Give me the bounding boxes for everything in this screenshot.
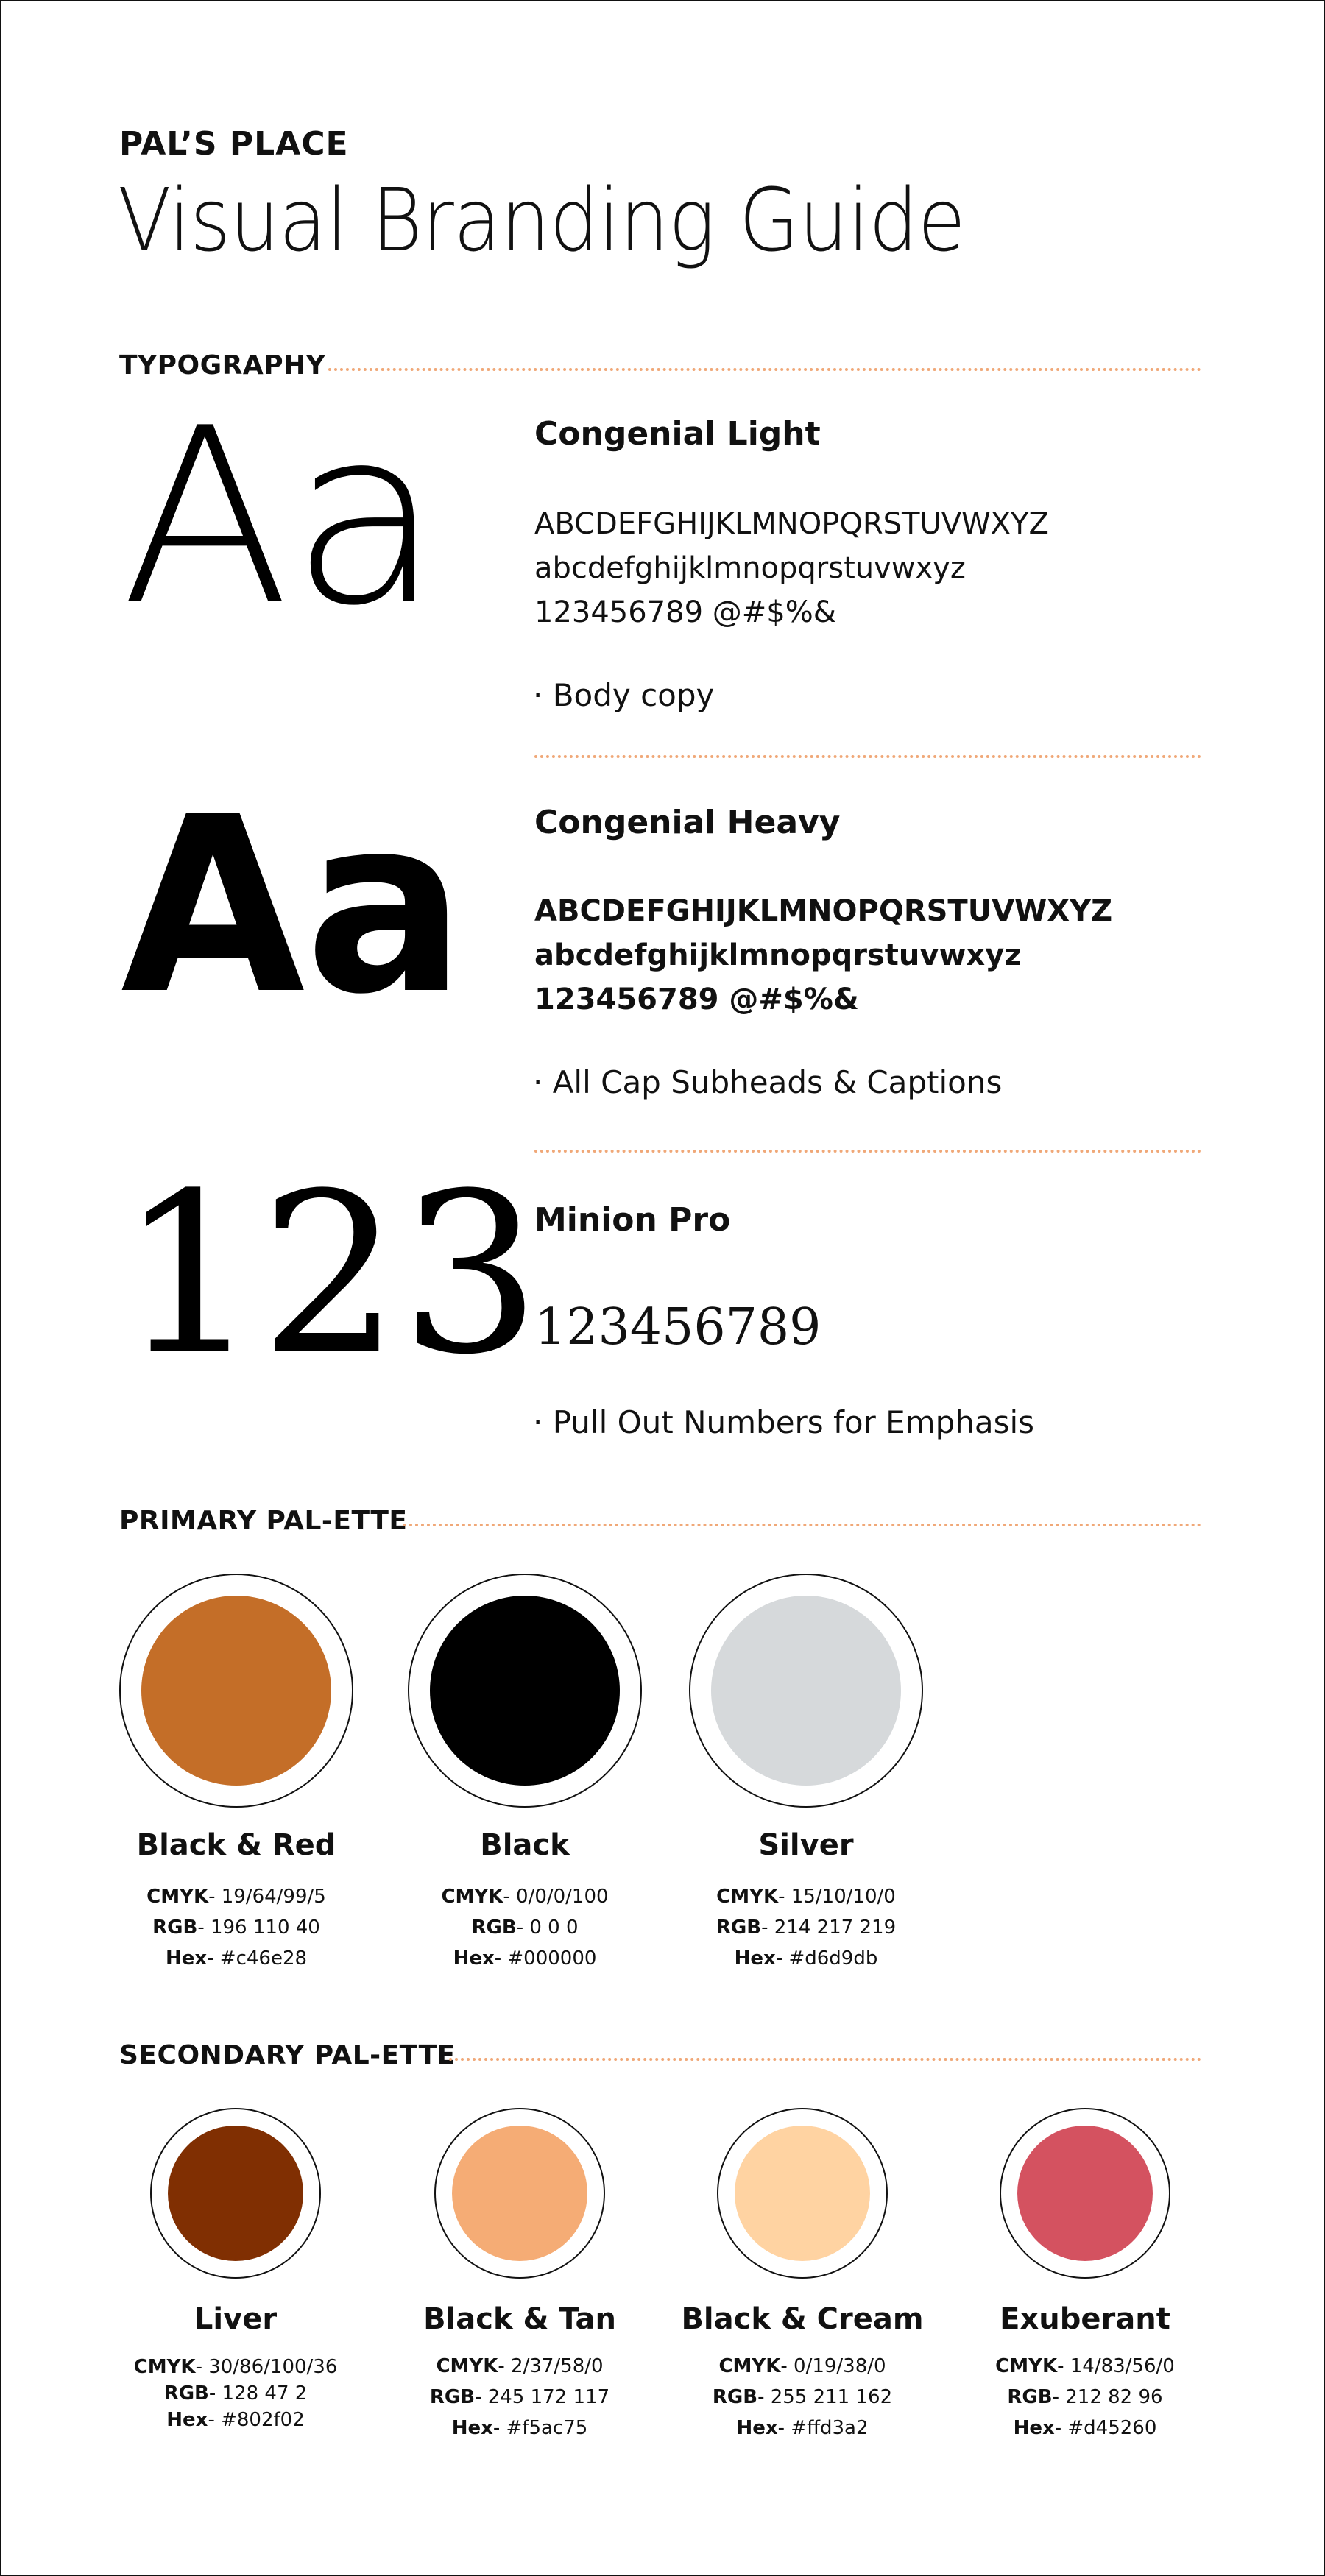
- page-title: Visual Branding Guide: [118, 169, 966, 271]
- typography-section-label: TYPOGRAPHY: [119, 350, 326, 381]
- swatch-silver: [689, 1574, 923, 1808]
- swatch-fill-black-and-tan: [452, 2126, 587, 2261]
- swatch-black: [408, 1574, 642, 1808]
- font-divider-2: [534, 1150, 1201, 1153]
- swatch-name-silver: Silver: [758, 1828, 854, 1862]
- font-sample-minion-digits: 123456789: [534, 1298, 822, 1356]
- swatch-fill-liver: [168, 2126, 303, 2261]
- swatch-specs-silver: CMYK- 15/10/10/0 RGB- 214 217 219 Hex- #d6d9db: [716, 1886, 897, 1970]
- swatch-fill-black-and-red: [141, 1596, 331, 1786]
- swatch-name-exuberant: Exuberant: [1000, 2302, 1170, 2336]
- swatch-name-black-and-red: Black & Red: [136, 1828, 336, 1862]
- swatch-specs-black: CMYK- 0/0/0/100 RGB- 0 0 0 Hex- #000000: [441, 1886, 609, 1970]
- font-specimen-minion: 123: [119, 1146, 541, 1403]
- swatch-name-liver: Liver: [194, 2302, 278, 2336]
- secondary-palette-divider: [449, 2058, 1201, 2061]
- font-specimen-light: Aa: [121, 376, 442, 659]
- swatch-name-black-and-cream: Black & Cream: [681, 2302, 924, 2336]
- swatch-name-black: Black: [480, 1828, 570, 1862]
- font-name-light: Congenial Light: [534, 415, 821, 453]
- swatch-specs-black-and-cream: CMYK- 0/19/38/0 RGB- 255 211 162 Hex- #ffd3a2: [712, 2355, 893, 2439]
- swatch-name-black-and-tan: Black & Tan: [423, 2302, 616, 2336]
- secondary-palette-label: SECONDARY PAL-ETTE: [119, 2040, 456, 2070]
- swatch-specs-liver: CMYK- 30/86/100/36 RGB- 128 47 2 Hex- #802f02: [133, 2356, 338, 2431]
- swatch-fill-black-and-cream: [735, 2126, 870, 2261]
- font-usage-light: · Body copy: [533, 677, 715, 713]
- swatch-fill-silver: [711, 1596, 901, 1786]
- swatch-exuberant: [1000, 2108, 1170, 2279]
- swatch-liver: [150, 2108, 321, 2279]
- swatch-fill-exuberant: [1017, 2126, 1153, 2261]
- typography-divider: [328, 368, 1201, 371]
- swatch-specs-exuberant: CMYK- 14/83/56/0 RGB- 212 82 96 Hex- #d45260: [995, 2355, 1175, 2439]
- font-name-minion: Minion Pro: [534, 1201, 731, 1239]
- swatch-fill-black: [430, 1596, 620, 1786]
- font-divider-1: [534, 755, 1201, 758]
- font-sample-heavy-lower: abcdefghijklmnopqrstuvwxyz: [534, 938, 1022, 972]
- font-sample-heavy-digits: 123456789 @#$%&: [534, 983, 859, 1016]
- font-sample-light-upper: ABCDEFGHIJKLMNOPQRSTUVWXYZ: [534, 507, 1049, 541]
- swatch-black-and-red: [119, 1574, 353, 1808]
- primary-palette-label: PRIMARY PAL-ETTE: [119, 1506, 408, 1536]
- font-specimen-heavy: Aa: [121, 765, 466, 1047]
- font-name-heavy: Congenial Heavy: [534, 804, 841, 841]
- primary-palette-divider: [403, 1524, 1201, 1526]
- font-sample-light-digits: 123456789 @#$%&: [534, 595, 836, 629]
- font-sample-light-lower: abcdefghijklmnopqrstuvwxyz: [534, 551, 966, 585]
- font-usage-minion: · Pull Out Numbers for Emphasis: [533, 1404, 1035, 1440]
- swatch-specs-black-and-red: CMYK- 19/64/99/5 RGB- 196 110 40 Hex- #c46e28: [146, 1886, 326, 1970]
- swatch-black-and-cream: [717, 2108, 888, 2279]
- swatch-specs-black-and-tan: CMYK- 2/37/58/0 RGB- 245 172 117 Hex- #f5ac75: [429, 2355, 610, 2439]
- font-usage-heavy: · All Cap Subheads & Captions: [533, 1064, 1003, 1100]
- font-sample-heavy-upper: ABCDEFGHIJKLMNOPQRSTUVWXYZ: [534, 894, 1113, 928]
- brand-name: PAL’S PLACE: [119, 125, 349, 163]
- swatch-black-and-tan: [434, 2108, 605, 2279]
